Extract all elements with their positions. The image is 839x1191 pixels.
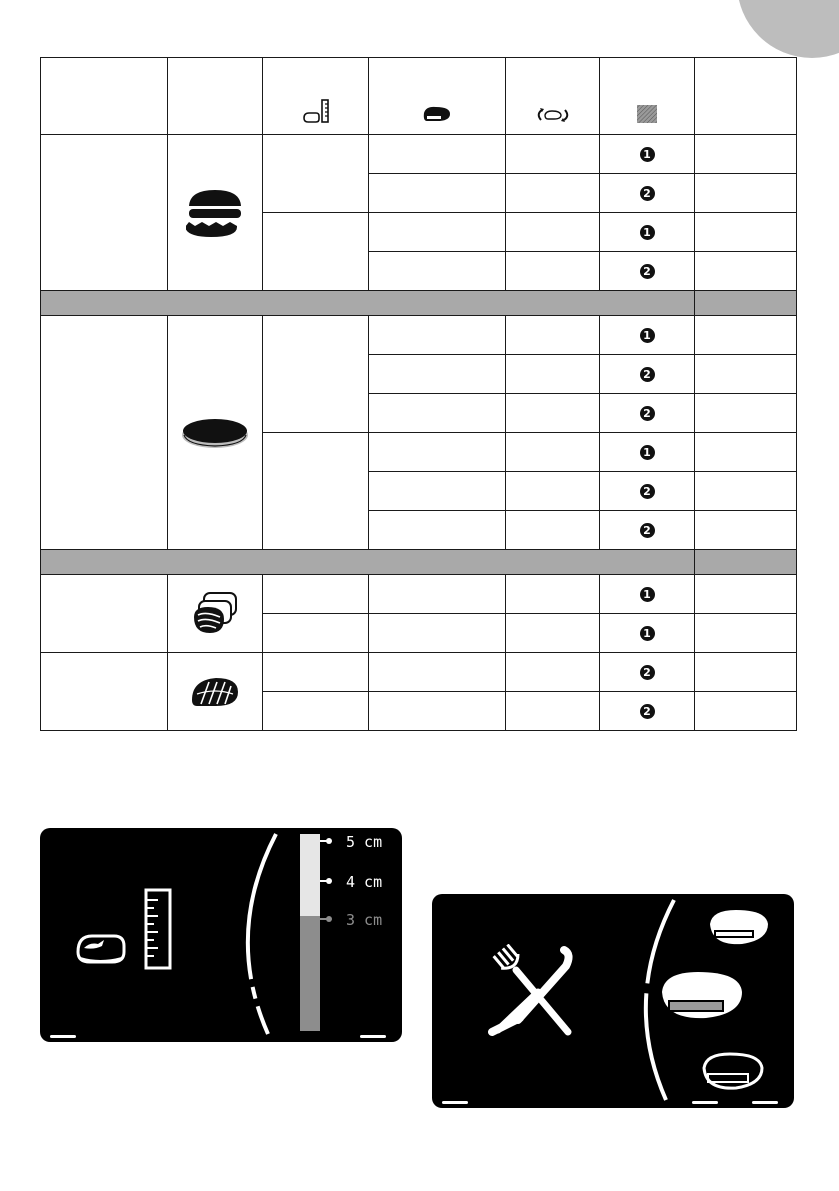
table-cell bbox=[695, 174, 797, 213]
food-name-cell bbox=[41, 653, 168, 731]
header-thickness bbox=[263, 58, 369, 135]
thickness-scale-fill bbox=[300, 916, 320, 1031]
thickness-cell bbox=[263, 653, 369, 692]
step-cell bbox=[600, 653, 695, 692]
step-badge: 2 bbox=[640, 367, 655, 382]
step-badge: 2 bbox=[640, 186, 655, 201]
header-turn bbox=[506, 58, 600, 135]
step-cell bbox=[600, 355, 695, 394]
steak-rare-icon bbox=[706, 906, 774, 955]
table-row bbox=[41, 575, 797, 614]
table-cell bbox=[695, 355, 797, 394]
table-cell bbox=[695, 511, 797, 550]
steak-icon bbox=[369, 104, 505, 124]
table-cell bbox=[369, 614, 506, 653]
table-cell bbox=[369, 252, 506, 291]
step-cell bbox=[600, 575, 695, 614]
selection-arc bbox=[230, 828, 290, 1042]
thickness-scale bbox=[300, 834, 320, 1031]
table-cell bbox=[369, 653, 506, 692]
thickness-cell bbox=[263, 213, 369, 291]
step-badge: 2 bbox=[640, 523, 655, 538]
table-cell bbox=[369, 394, 506, 433]
table-cell bbox=[695, 653, 797, 692]
table-cell bbox=[506, 575, 600, 614]
salmon-pieces-icon bbox=[168, 591, 262, 637]
step-badge: 2 bbox=[640, 264, 655, 279]
step-cell bbox=[600, 692, 695, 731]
food-icon-cell bbox=[168, 135, 263, 291]
table-row bbox=[41, 316, 797, 355]
thickness-cell bbox=[263, 316, 369, 433]
page-corner-tab bbox=[737, 0, 839, 58]
table-cell bbox=[369, 692, 506, 731]
table-cell bbox=[506, 433, 600, 472]
soft-key-right[interactable] bbox=[360, 1035, 386, 1038]
table-cell bbox=[506, 394, 600, 433]
burger-icon bbox=[168, 188, 262, 238]
section-bar-end bbox=[695, 550, 797, 575]
step-cell bbox=[600, 213, 695, 252]
table-cell bbox=[695, 614, 797, 653]
table-cell bbox=[695, 316, 797, 355]
table-cell bbox=[506, 174, 600, 213]
step-badge: 2 bbox=[640, 406, 655, 421]
thickness-cell bbox=[263, 135, 369, 213]
table-cell bbox=[506, 355, 600, 394]
step-badge: 2 bbox=[640, 704, 655, 719]
header-plate bbox=[600, 58, 695, 135]
table-cell bbox=[506, 511, 600, 550]
table-row bbox=[41, 653, 797, 692]
scale-label-5cm: 5 cm bbox=[346, 833, 383, 851]
scale-tick-dot bbox=[326, 838, 332, 844]
table-cell bbox=[369, 472, 506, 511]
step-cell bbox=[600, 472, 695, 511]
section-bar-end bbox=[695, 291, 797, 316]
table-cell bbox=[369, 316, 506, 355]
table-cell bbox=[369, 174, 506, 213]
food-name-cell bbox=[41, 135, 168, 291]
soft-key-left[interactable] bbox=[50, 1035, 76, 1038]
table-cell bbox=[369, 355, 506, 394]
thickness-cell bbox=[263, 692, 369, 731]
fork-knife-icon bbox=[480, 944, 576, 1045]
scale-tick-dot bbox=[326, 878, 332, 884]
table-cell bbox=[369, 135, 506, 174]
food-icon-cell bbox=[168, 653, 263, 731]
table-cell bbox=[695, 433, 797, 472]
header-doneness bbox=[369, 58, 506, 135]
header-cell bbox=[695, 58, 797, 135]
grill-plate-icon bbox=[600, 104, 694, 124]
thickness-cell bbox=[263, 433, 369, 550]
steak-medium-icon bbox=[658, 968, 748, 1033]
table-cell bbox=[695, 252, 797, 291]
table-cell bbox=[695, 213, 797, 252]
food-name-cell bbox=[41, 316, 168, 550]
steak-ruler-icon bbox=[74, 886, 184, 981]
table-cell bbox=[506, 213, 600, 252]
doneness-display bbox=[432, 894, 794, 1108]
table-cell bbox=[695, 472, 797, 511]
header-row bbox=[41, 58, 797, 135]
soft-key-middle[interactable] bbox=[692, 1101, 718, 1104]
header-cell bbox=[41, 58, 168, 135]
food-name-cell bbox=[41, 575, 168, 653]
table-cell bbox=[506, 316, 600, 355]
header-cell bbox=[168, 58, 263, 135]
table-cell bbox=[506, 252, 600, 291]
food-icon-cell bbox=[168, 575, 263, 653]
table-cell bbox=[369, 511, 506, 550]
fish-fillet-icon bbox=[168, 674, 262, 710]
table-cell bbox=[695, 394, 797, 433]
cooking-table bbox=[40, 57, 797, 731]
step-badge: 1 bbox=[640, 147, 655, 162]
table-cell bbox=[506, 692, 600, 731]
section-bar-main bbox=[41, 291, 695, 316]
step-badge: 1 bbox=[640, 587, 655, 602]
table-cell bbox=[506, 614, 600, 653]
section-bar bbox=[41, 550, 797, 575]
soft-key-right[interactable] bbox=[752, 1101, 778, 1104]
turn-over-icon bbox=[506, 106, 599, 124]
table-cell bbox=[506, 135, 600, 174]
step-badge: 2 bbox=[640, 484, 655, 499]
table-cell bbox=[695, 575, 797, 614]
soft-key-left[interactable] bbox=[442, 1101, 468, 1104]
step-badge: 1 bbox=[640, 225, 655, 240]
thickness-cell bbox=[263, 575, 369, 614]
table-cell bbox=[369, 213, 506, 252]
step-cell bbox=[600, 511, 695, 550]
table-row bbox=[41, 135, 797, 174]
table-cell bbox=[695, 135, 797, 174]
table-cell bbox=[506, 653, 600, 692]
table-cell bbox=[369, 433, 506, 472]
table-cell bbox=[695, 692, 797, 731]
step-cell bbox=[600, 316, 695, 355]
step-badge: 1 bbox=[640, 328, 655, 343]
thickness-display bbox=[40, 828, 402, 1042]
step-cell bbox=[600, 135, 695, 174]
thickness-icon bbox=[263, 98, 368, 124]
step-cell bbox=[600, 433, 695, 472]
step-cell bbox=[600, 252, 695, 291]
patty-icon bbox=[168, 416, 262, 450]
section-bar-main bbox=[41, 550, 695, 575]
step-badge: 1 bbox=[640, 445, 655, 460]
step-badge: 2 bbox=[640, 665, 655, 680]
scale-label-3cm: 3 cm bbox=[346, 911, 383, 929]
steak-well-done-icon bbox=[700, 1050, 768, 1099]
step-cell bbox=[600, 614, 695, 653]
step-cell bbox=[600, 394, 695, 433]
step-badge: 1 bbox=[640, 626, 655, 641]
scale-label-4cm: 4 cm bbox=[346, 873, 383, 891]
section-bar bbox=[41, 291, 797, 316]
scale-tick-dot bbox=[326, 916, 332, 922]
thickness-cell bbox=[263, 614, 369, 653]
step-cell bbox=[600, 174, 695, 213]
food-icon-cell bbox=[168, 316, 263, 550]
table-cell bbox=[369, 575, 506, 614]
table-cell bbox=[506, 472, 600, 511]
